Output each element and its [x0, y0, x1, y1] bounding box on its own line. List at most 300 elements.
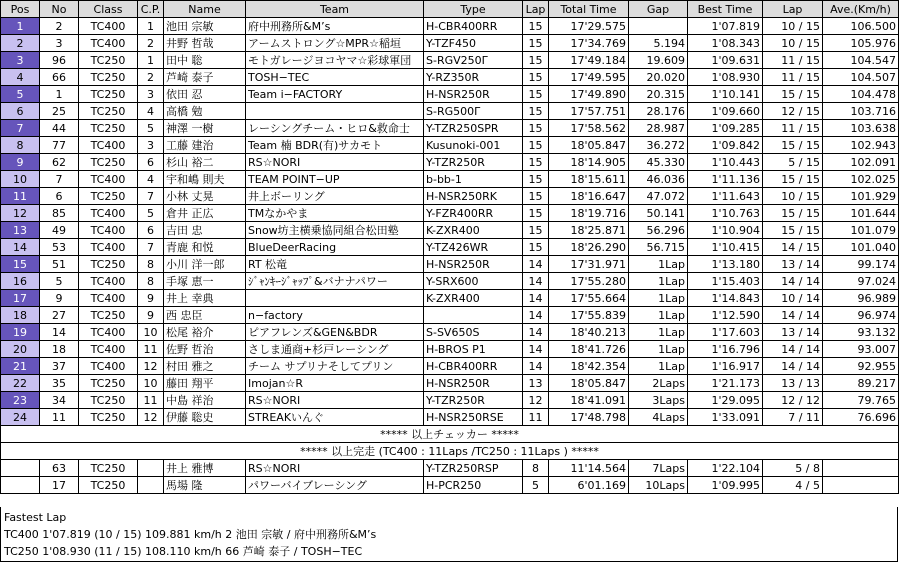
table-row [1, 392, 899, 409]
cell-pos: 15 [1, 256, 40, 273]
cell-ave: 104.478 [823, 86, 899, 103]
cell-no: 11 [40, 409, 79, 426]
cell-total-time: 18'05.847 [549, 137, 629, 154]
cell-no: 62 [40, 154, 79, 171]
cell-gap: 56.715 [629, 239, 688, 256]
cell-best-lap: 14 / 14 [763, 358, 823, 375]
cell-class: TC250 [79, 154, 138, 171]
cell-ave: 96.989 [823, 290, 899, 307]
cell-ave: 101.929 [823, 188, 899, 205]
table-row [1, 307, 899, 324]
table-row [1, 103, 899, 120]
cell-pos: 22 [1, 375, 40, 392]
cell-type: H-NSR250RK [424, 188, 523, 205]
cell-best-time: 1'33.091 [688, 409, 763, 426]
cell-lap: 15 [523, 103, 549, 120]
cell-ave: 101.644 [823, 205, 899, 222]
cell-type: H-PCR250 [424, 477, 523, 494]
cell-lap: 14 [523, 273, 549, 290]
table-row [1, 205, 899, 222]
cell-class: TC400 [79, 358, 138, 375]
cell-class: TC400 [79, 222, 138, 239]
cell-total-time: 18'25.871 [549, 222, 629, 239]
cell-team: RS☆NORI [246, 460, 424, 477]
cell-total-time: 17'55.664 [549, 290, 629, 307]
cell-lap: 15 [523, 239, 549, 256]
cell-class: TC400 [79, 273, 138, 290]
cell-no: 27 [40, 307, 79, 324]
header-best-time: Best Time [688, 1, 763, 18]
cell-team: ｼﾞｬﾝｷｰｼﾞｬｯﾌﾟ&バナナパワー [246, 273, 424, 290]
cell-name: 杉山 裕二 [164, 154, 246, 171]
cell-lap: 12 [523, 392, 549, 409]
cell-gap: 20.020 [629, 69, 688, 86]
fastest-lap-title: Fastest Lap [4, 511, 67, 524]
cell-cp [138, 477, 164, 494]
cell-pos: 7 [1, 120, 40, 137]
cell-lap: 14 [523, 358, 549, 375]
cell-no: 5 [40, 273, 79, 290]
cell-gap: 47.072 [629, 188, 688, 205]
cell-team: STREAKいんぐ [246, 409, 424, 426]
cell-class: TC400 [79, 239, 138, 256]
cell-pos: 1 [1, 18, 40, 35]
cell-best-time: 1'10.141 [688, 86, 763, 103]
cell-cp: 9 [138, 290, 164, 307]
cell-total-time: 18'15.611 [549, 171, 629, 188]
cell-cp [138, 460, 164, 477]
header-gap: Gap [629, 1, 688, 18]
cell-name: 宇和嶋 則夫 [164, 171, 246, 188]
cell-class: TC400 [79, 290, 138, 307]
cell-lap: 11 [523, 409, 549, 426]
cell-total-time: 17'55.280 [549, 273, 629, 290]
cell-team: さしま通商+杉戸レーシング [246, 341, 424, 358]
cell-best-lap: 15 / 15 [763, 205, 823, 222]
cell-class: TC400 [79, 171, 138, 188]
cell-pos: 20 [1, 341, 40, 358]
cell-total-time: 17'49.595 [549, 69, 629, 86]
cell-best-time: 1'09.842 [688, 137, 763, 154]
header-row [1, 1, 899, 18]
cell-class: TC250 [79, 52, 138, 69]
table-row [1, 18, 899, 35]
cell-pos [1, 460, 40, 477]
cell-type: S-RG500Γ [424, 103, 523, 120]
cell-type: Y-TZ426WR [424, 239, 523, 256]
cell-class: TC250 [79, 120, 138, 137]
cell-class: TC250 [79, 307, 138, 324]
cell-team: Imojan☆R [246, 375, 424, 392]
cell-team: Snow坊主横乗協同組合松田塾 [246, 222, 424, 239]
cell-name: 井上 幸典 [164, 290, 246, 307]
separator-text: ***** 以上完走 (TC400 : 11Laps /TC250 : 11Laps ) ***** [1, 443, 899, 460]
cell-best-time: 1'09.285 [688, 120, 763, 137]
header-type: Type [424, 1, 523, 18]
cell-ave: 93.132 [823, 324, 899, 341]
cell-best-time: 1'12.590 [688, 307, 763, 324]
cell-ave: 89.217 [823, 375, 899, 392]
cell-no: 14 [40, 324, 79, 341]
cell-ave: 76.696 [823, 409, 899, 426]
cell-team: ピアフレンズ&GEN&BDR [246, 324, 424, 341]
cell-total-time: 18'41.091 [549, 392, 629, 409]
cell-lap: 15 [523, 154, 549, 171]
header-best-lap: Lap [763, 1, 823, 18]
cell-name: 松尾 裕介 [164, 324, 246, 341]
cell-no: 53 [40, 239, 79, 256]
cell-lap: 15 [523, 86, 549, 103]
cell-pos: 5 [1, 86, 40, 103]
cell-type: H-CBR400RR [424, 18, 523, 35]
cell-team: 井上ボーリング [246, 188, 424, 205]
cell-name: 井野 哲哉 [164, 35, 246, 52]
cell-pos: 6 [1, 103, 40, 120]
fastest-lap-panel [0, 507, 898, 562]
table-row [1, 188, 899, 205]
cell-best-lap: 10 / 15 [763, 35, 823, 52]
cell-cp: 6 [138, 222, 164, 239]
cell-cp: 11 [138, 341, 164, 358]
cell-type: H-NSR250R [424, 86, 523, 103]
cell-class: TC250 [79, 256, 138, 273]
cell-name: 工藤 建治 [164, 137, 246, 154]
cell-gap: 3Laps [629, 392, 688, 409]
cell-ave: 105.976 [823, 35, 899, 52]
cell-class: TC400 [79, 341, 138, 358]
cell-pos: 23 [1, 392, 40, 409]
cell-ave: 99.174 [823, 256, 899, 273]
cell-team: BlueDeerRacing [246, 239, 424, 256]
table-row [1, 171, 899, 188]
cell-pos: 13 [1, 222, 40, 239]
cell-class: TC400 [79, 324, 138, 341]
cell-no: 34 [40, 392, 79, 409]
cell-team: TMなかやま [246, 205, 424, 222]
cell-no: 9 [40, 290, 79, 307]
cell-name: 青鹿 和悦 [164, 239, 246, 256]
cell-best-lap: 15 / 15 [763, 171, 823, 188]
cell-team [246, 290, 424, 307]
cell-gap: 28.176 [629, 103, 688, 120]
cell-type [424, 307, 523, 324]
cell-lap: 13 [523, 375, 549, 392]
table-row [1, 477, 899, 494]
cell-no: 17 [40, 477, 79, 494]
cell-lap: 15 [523, 35, 549, 52]
cell-team: Team 楠 BDR(有)サカモト [246, 137, 424, 154]
cell-best-time: 1'09.631 [688, 52, 763, 69]
cell-best-time: 1'16.917 [688, 358, 763, 375]
cell-team: RT 松竜 [246, 256, 424, 273]
cell-best-lap: 14 / 14 [763, 341, 823, 358]
cell-class: TC250 [79, 392, 138, 409]
cell-best-lap: 11 / 15 [763, 69, 823, 86]
cell-ave: 102.091 [823, 154, 899, 171]
cell-type: Y-TZR250RSP [424, 460, 523, 477]
cell-lap: 14 [523, 324, 549, 341]
cell-best-time: 1'09.995 [688, 477, 763, 494]
cell-total-time: 18'41.726 [549, 341, 629, 358]
cell-lap: 15 [523, 52, 549, 69]
cell-gap: 20.315 [629, 86, 688, 103]
cell-type: Y-RZ350R [424, 69, 523, 86]
cell-no: 3 [40, 35, 79, 52]
cell-gap: 1Lap [629, 341, 688, 358]
cell-no: 77 [40, 137, 79, 154]
cell-no: 96 [40, 52, 79, 69]
cell-name: 藤田 翔平 [164, 375, 246, 392]
cell-ave: 104.547 [823, 52, 899, 69]
cell-best-lap: 10 / 15 [763, 188, 823, 205]
cell-name: 倉井 正広 [164, 205, 246, 222]
cell-gap: 45.330 [629, 154, 688, 171]
cell-no: 25 [40, 103, 79, 120]
cell-name: 池田 宗敏 [164, 18, 246, 35]
cell-type: H-BROS P1 [424, 341, 523, 358]
cell-team: パワーバイブレーシング [246, 477, 424, 494]
cell-name: 西 忠臣 [164, 307, 246, 324]
cell-gap: 19.609 [629, 52, 688, 69]
cell-type: K-ZXR400 [424, 222, 523, 239]
cell-no: 35 [40, 375, 79, 392]
cell-best-lap: 11 / 15 [763, 120, 823, 137]
cell-no: 63 [40, 460, 79, 477]
cell-type: Y-TZR250R [424, 154, 523, 171]
cell-pos: 4 [1, 69, 40, 86]
table-row [1, 409, 899, 426]
cell-pos: 21 [1, 358, 40, 375]
table-row [1, 358, 899, 375]
cell-best-lap: 15 / 15 [763, 222, 823, 239]
cell-ave: 92.955 [823, 358, 899, 375]
cell-lap: 14 [523, 256, 549, 273]
cell-ave: 102.025 [823, 171, 899, 188]
cell-best-time: 1'10.415 [688, 239, 763, 256]
cell-pos: 10 [1, 171, 40, 188]
cell-ave: 97.024 [823, 273, 899, 290]
cell-name: 井上 雅博 [164, 460, 246, 477]
cell-total-time: 18'05.847 [549, 375, 629, 392]
cell-name: 高橋 勉 [164, 103, 246, 120]
table-row [1, 222, 899, 239]
cell-cp: 11 [138, 392, 164, 409]
cell-best-lap: 5 / 8 [763, 460, 823, 477]
cell-team: TEAM POINT−UP [246, 171, 424, 188]
cell-pos [1, 477, 40, 494]
cell-class: TC250 [79, 409, 138, 426]
cell-type: H-NSR250RSE [424, 409, 523, 426]
cell-pos: 2 [1, 35, 40, 52]
cell-best-lap: 14 / 14 [763, 273, 823, 290]
cell-best-time: 1'15.403 [688, 273, 763, 290]
cell-gap: 1Lap [629, 358, 688, 375]
fastest-lap-tc400: TC400 1'07.819 (10 / 15) 109.881 km/h 2 池田 宗敏 / 府中刑務所&M’s [4, 528, 377, 541]
cell-pos: 8 [1, 137, 40, 154]
header-total-time: Total Time [549, 1, 629, 18]
cell-gap: 50.141 [629, 205, 688, 222]
cell-cp: 12 [138, 409, 164, 426]
cell-team [246, 103, 424, 120]
cell-ave [823, 477, 899, 494]
cell-class: TC250 [79, 86, 138, 103]
cell-cp: 12 [138, 358, 164, 375]
cell-class: TC250 [79, 460, 138, 477]
cell-best-lap: 15 / 15 [763, 86, 823, 103]
cell-gap: 10Laps [629, 477, 688, 494]
cell-cp: 2 [138, 35, 164, 52]
header-class: Class [79, 1, 138, 18]
table-row [1, 86, 899, 103]
cell-total-time: 18'42.354 [549, 358, 629, 375]
cell-best-time: 1'21.173 [688, 375, 763, 392]
cell-pos: 19 [1, 324, 40, 341]
cell-ave: 93.007 [823, 341, 899, 358]
cell-best-time: 1'13.180 [688, 256, 763, 273]
cell-ave: 104.507 [823, 69, 899, 86]
cell-best-time: 1'10.763 [688, 205, 763, 222]
cell-gap: 7Laps [629, 460, 688, 477]
cell-total-time: 11'14.564 [549, 460, 629, 477]
cell-name: 田中 聡 [164, 52, 246, 69]
table-row [1, 324, 899, 341]
cell-lap: 15 [523, 188, 549, 205]
cell-team: RS☆NORI [246, 392, 424, 409]
table-row [1, 35, 899, 52]
cell-gap: 1Lap [629, 256, 688, 273]
cell-total-time: 18'26.290 [549, 239, 629, 256]
cell-no: 44 [40, 120, 79, 137]
cell-total-time: 17'49.890 [549, 86, 629, 103]
cell-total-time: 17'48.798 [549, 409, 629, 426]
cell-type: H-NSR250R [424, 375, 523, 392]
cell-type: Y-SRX600 [424, 273, 523, 290]
cell-best-time: 1'10.443 [688, 154, 763, 171]
cell-name: 中島 祥治 [164, 392, 246, 409]
cell-pos: 11 [1, 188, 40, 205]
cell-name: 伊藤 聡史 [164, 409, 246, 426]
cell-type: Y-TZR250SPR [424, 120, 523, 137]
header-no: No [40, 1, 79, 18]
cell-team: RS☆NORI [246, 154, 424, 171]
header-team: Team [246, 1, 424, 18]
cell-pos: 24 [1, 409, 40, 426]
cell-lap: 8 [523, 460, 549, 477]
cell-pos: 16 [1, 273, 40, 290]
cell-class: TC250 [79, 477, 138, 494]
cell-best-time: 1'17.603 [688, 324, 763, 341]
cell-lap: 15 [523, 120, 549, 137]
header-pos: Pos [1, 1, 40, 18]
cell-lap: 14 [523, 341, 549, 358]
cell-no: 6 [40, 188, 79, 205]
cell-name: 神澤 一樹 [164, 120, 246, 137]
cell-cp: 7 [138, 188, 164, 205]
cell-total-time: 17'58.562 [549, 120, 629, 137]
cell-type: S-SV650S [424, 324, 523, 341]
cell-class: TC400 [79, 205, 138, 222]
cell-class: TC250 [79, 103, 138, 120]
cell-total-time: 18'40.213 [549, 324, 629, 341]
cell-best-lap: 13 / 13 [763, 375, 823, 392]
cell-total-time: 6'01.169 [549, 477, 629, 494]
table-row [1, 460, 899, 477]
cell-best-lap: 10 / 14 [763, 290, 823, 307]
cell-best-time: 1'14.843 [688, 290, 763, 307]
cell-team: 府中刑務所&M’s [246, 18, 424, 35]
cell-ave: 101.079 [823, 222, 899, 239]
cell-cp: 3 [138, 137, 164, 154]
cell-ave: 101.040 [823, 239, 899, 256]
cell-no: 49 [40, 222, 79, 239]
cell-lap: 15 [523, 171, 549, 188]
separator-text: ***** 以上チェッカー ***** [1, 426, 899, 443]
cell-lap: 5 [523, 477, 549, 494]
cell-best-time: 1'29.095 [688, 392, 763, 409]
cell-best-time: 1'08.343 [688, 35, 763, 52]
table-row [1, 154, 899, 171]
cell-lap: 15 [523, 18, 549, 35]
table-row [1, 52, 899, 69]
cell-name: 馬場 隆 [164, 477, 246, 494]
table-row [1, 290, 899, 307]
cell-gap: 46.036 [629, 171, 688, 188]
cell-cp: 8 [138, 256, 164, 273]
cell-cp: 4 [138, 171, 164, 188]
cell-no: 51 [40, 256, 79, 273]
cell-best-lap: 13 / 14 [763, 324, 823, 341]
cell-best-time: 1'11.643 [688, 188, 763, 205]
cell-best-lap: 5 / 15 [763, 154, 823, 171]
cell-gap [629, 18, 688, 35]
cell-best-lap: 12 / 15 [763, 103, 823, 120]
cell-best-lap: 14 / 15 [763, 239, 823, 256]
cell-total-time: 18'14.905 [549, 154, 629, 171]
cell-pos: 9 [1, 154, 40, 171]
cell-name: 吉田 忠 [164, 222, 246, 239]
cell-lap: 14 [523, 307, 549, 324]
cell-ave [823, 460, 899, 477]
cell-type: H-CBR400RR [424, 358, 523, 375]
header-lap: Lap [523, 1, 549, 18]
cell-no: 66 [40, 69, 79, 86]
cell-pos: 17 [1, 290, 40, 307]
cell-lap: 15 [523, 205, 549, 222]
cell-best-lap: 13 / 14 [763, 256, 823, 273]
table-row [1, 69, 899, 86]
table-row [1, 341, 899, 358]
cell-type: Y-FZR400RR [424, 205, 523, 222]
cell-class: TC250 [79, 188, 138, 205]
cell-cp: 5 [138, 205, 164, 222]
table-row [1, 256, 899, 273]
cell-best-time: 1'08.930 [688, 69, 763, 86]
cell-gap: 4Laps [629, 409, 688, 426]
cell-class: TC250 [79, 375, 138, 392]
cell-cp: 7 [138, 239, 164, 256]
cell-gap: 36.272 [629, 137, 688, 154]
cell-cp: 4 [138, 103, 164, 120]
separator-row [1, 426, 899, 443]
cell-gap: 5.194 [629, 35, 688, 52]
cell-best-lap: 14 / 14 [763, 307, 823, 324]
cell-no: 18 [40, 341, 79, 358]
cell-type: Kusunoki-001 [424, 137, 523, 154]
table-row [1, 239, 899, 256]
cell-name: 芦崎 泰子 [164, 69, 246, 86]
fastest-lap-tc250: TC250 1'08.930 (11 / 15) 108.110 km/h 66 芦崎 泰子 / TOSH−TEC [4, 545, 363, 558]
cell-best-time: 1'22.104 [688, 460, 763, 477]
